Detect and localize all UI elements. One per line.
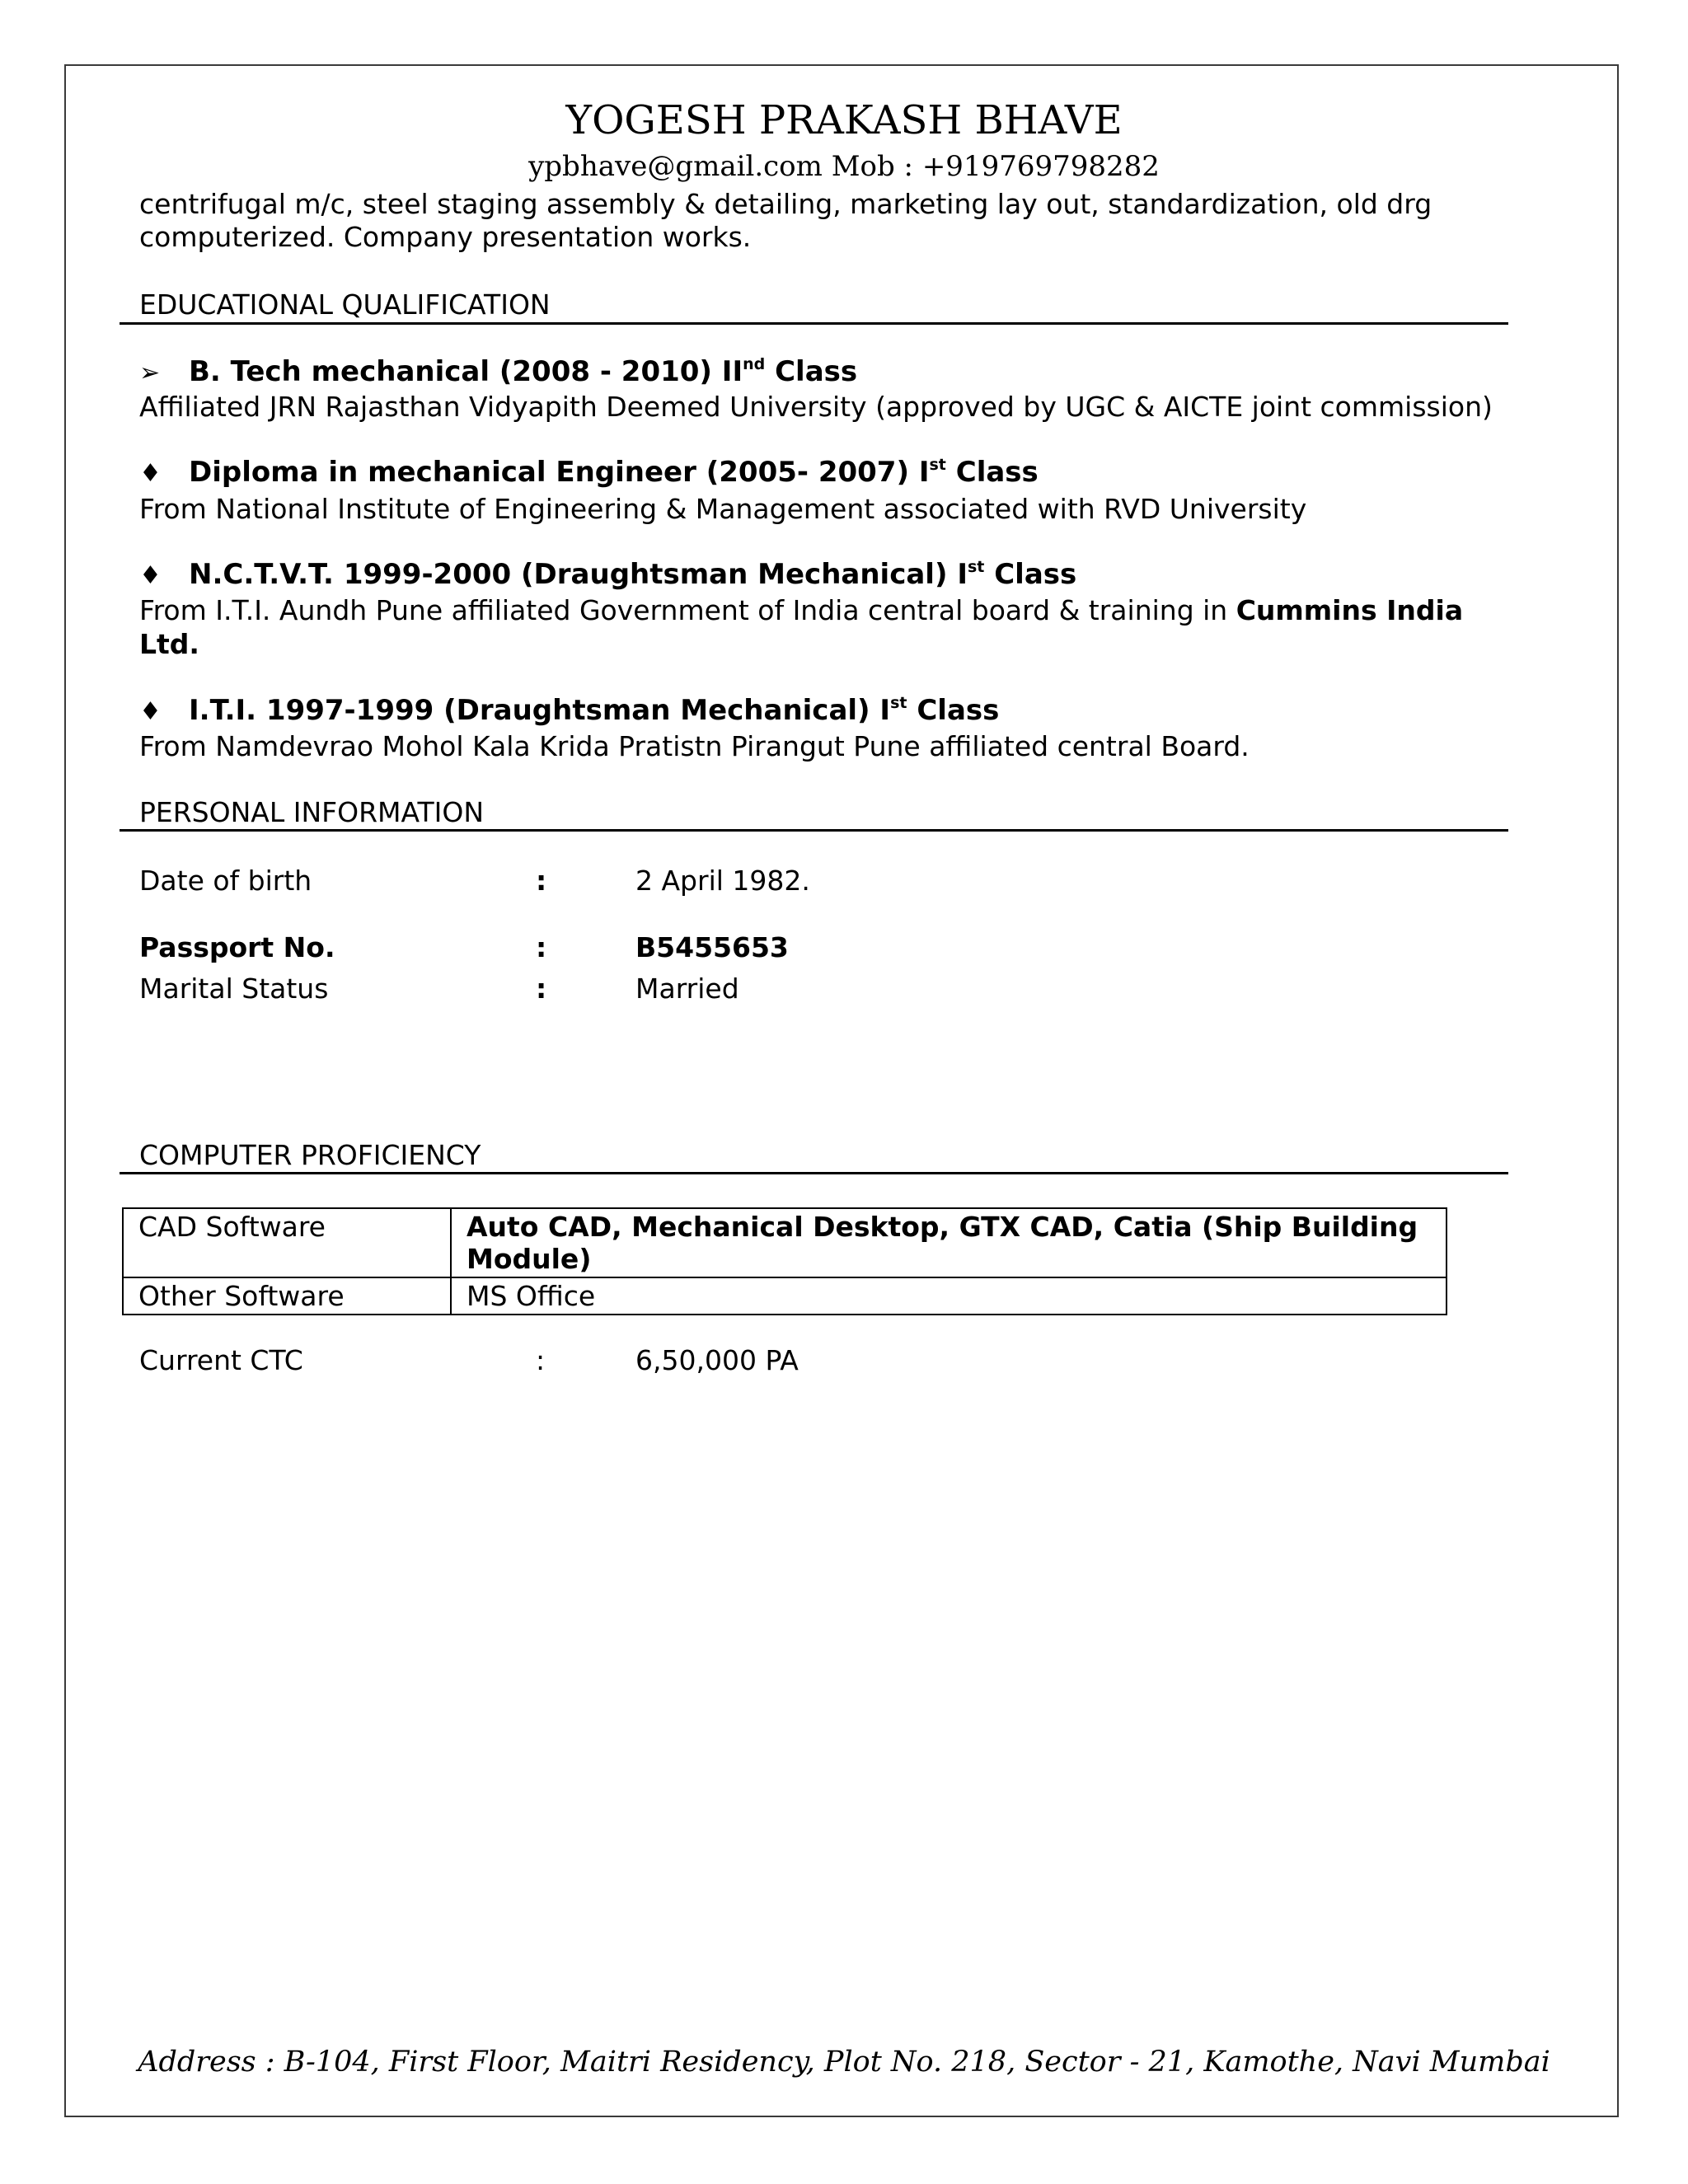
table-row <box>123 1277 1447 1315</box>
ordinal-suffix: st <box>967 558 985 576</box>
personal-section-title: PERSONAL INFORMATION <box>139 796 485 828</box>
intro-line-1: centrifugal m/c, steel staging assembly & detailing, marketing lay out, standardization, old drg <box>139 188 1432 220</box>
dob-label: Date of birth <box>139 865 312 897</box>
marital-value: Married <box>635 972 739 1005</box>
education-item-title: B. Tech mechanical (2008 - 2010) II <box>189 355 743 388</box>
table-cell-value: MS Office <box>451 1277 1447 1315</box>
marital-label: Marital Status <box>139 972 329 1005</box>
arrow-bullet-icon: ➢ <box>139 359 161 387</box>
table-cell-value: Auto CAD, Mechanical Desktop, GTX CAD, Catia (Ship Building Module) <box>451 1208 1447 1277</box>
marital-colon: : <box>536 972 547 1005</box>
computer-section-title: COMPUTER PROFICIENCY <box>139 1139 481 1171</box>
footer-address: Address : B-104, First Floor, Maitri Residency, Plot No. 218, Sector - 21, Kamothe, Navi Mumbai <box>138 2046 1550 2079</box>
passport-colon: : <box>536 931 547 963</box>
education-rule <box>120 322 1508 325</box>
ordinal-suffix: st <box>890 694 907 712</box>
diamond-bullet-icon: ♦ <box>139 459 162 488</box>
education-item-desc <box>139 594 1463 626</box>
education-item-title: N.C.T.V.T. 1999-2000 (Draughtsman Mechanical) I <box>189 558 968 591</box>
diamond-bullet-icon: ♦ <box>139 697 162 726</box>
class-label: Class <box>984 558 1077 591</box>
class-label: Class <box>945 456 1039 489</box>
education-item-desc: From National Institute of Engineering & Management associated with RVD University <box>139 493 1307 525</box>
company-name-cont: Ltd. <box>139 628 199 660</box>
dob-value: 2 April 1982. <box>635 865 810 897</box>
table-cell-label: Other Software <box>123 1277 451 1315</box>
passport-label: Passport No. <box>139 931 335 963</box>
company-name: Cummins India <box>1236 594 1464 626</box>
personal-rule <box>120 829 1508 832</box>
table-row <box>123 1208 1447 1277</box>
dob-colon: : <box>536 865 547 897</box>
ctc-value: 6,50,000 PA <box>635 1344 799 1376</box>
education-item-title: I.T.I. 1997-1999 (Draughtsman Mechanical) I <box>189 694 891 727</box>
desc-text: From I.T.I. Aundh Pune affiliated Government of India central board & training in <box>139 594 1236 626</box>
education-item-btech <box>139 355 857 388</box>
intro-line-2: computerized. Company presentation works. <box>139 221 752 253</box>
table-cell-label: CAD Software <box>123 1208 451 1277</box>
ctc-label: Current CTC <box>139 1344 303 1376</box>
education-item-iti <box>139 694 999 727</box>
education-item-desc: Affiliated JRN Rajasthan Vidyapith Deemed University (approved by UGC & AICTE joint commission) <box>139 391 1493 423</box>
education-item-diploma <box>139 456 1039 489</box>
education-item-title: Diploma in mechanical Engineer (2005- 2007) I <box>189 456 930 489</box>
education-item-nctvt <box>139 558 1076 591</box>
class-label: Class <box>907 694 1000 727</box>
ordinal-suffix: st <box>929 456 946 474</box>
ordinal-suffix: nd <box>743 355 766 373</box>
computer-rule <box>120 1172 1508 1174</box>
candidate-name: YOGESH PRAKASH BHAVE <box>565 97 1123 143</box>
contact-line: ypbhave@gmail.com Mob : +919769798282 <box>528 150 1160 183</box>
ctc-colon: : <box>536 1344 546 1376</box>
education-section-title: EDUCATIONAL QUALIFICATION <box>139 288 551 321</box>
diamond-bullet-icon: ♦ <box>139 561 162 590</box>
passport-value: B5455653 <box>635 931 789 963</box>
class-label: Class <box>765 355 858 388</box>
education-item-desc: From Namdevrao Mohol Kala Krida Pratistn Pirangut Pune affiliated central Board. <box>139 730 1250 762</box>
software-table <box>122 1207 1447 1315</box>
